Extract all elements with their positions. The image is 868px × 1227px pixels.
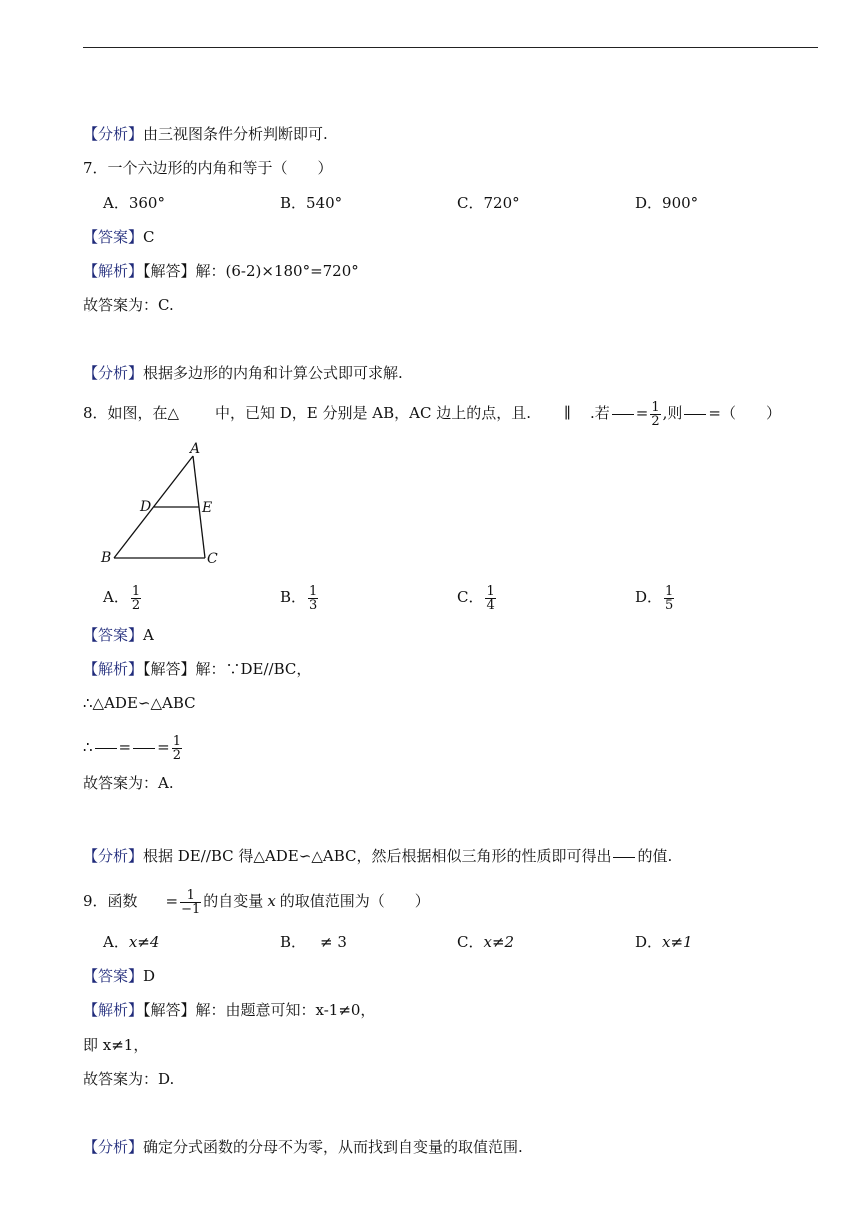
fraction: $\frac{1}{5}$ [665, 583, 674, 613]
q7-option-d: D．900° [635, 194, 699, 212]
q8-option-d: D． $\frac{1}{5}$ [635, 583, 674, 613]
q9-conclusion: 故答案为：D. [83, 1070, 175, 1088]
answer-tag: 【答案】 [83, 967, 144, 985]
q9-stem: 9．函数 = $\frac{1}{-1}$ 的自变量 x 的取值范围为（ ） [83, 887, 430, 917]
q9-analysis [83, 1137, 523, 1157]
fraction-one-half: $\frac{1}{2}$ [651, 399, 660, 429]
q9-option-b: B． ≠ 3 [280, 933, 347, 951]
q7-answer [83, 227, 155, 247]
jiexi-text: 【解答】解：(6-2)×180°=720° [143, 262, 359, 280]
analysis-tag: 【分析】 [83, 1138, 144, 1156]
q8-analysis [83, 846, 672, 866]
analysis-text: 由三视图条件分析判断即可. [143, 125, 328, 143]
q7-option-b: B．540° [280, 194, 343, 212]
label-d: D [140, 499, 152, 515]
q8-conclusion: 故答案为：A. [83, 774, 174, 792]
q8-parallel-sign: ∥ [564, 404, 571, 422]
q7-stem: 7．一个六边形的内角和等于（ ） [83, 159, 333, 177]
q9-jiexi [83, 1000, 375, 1020]
q9-step: 即 x≠1， [83, 1036, 149, 1054]
analysis-end: 的值. [637, 847, 673, 865]
jiexi-text: 【解答】解：∵DE//BC， [143, 660, 312, 678]
q8-step-similar: ∴△ADE∽△ABC [83, 694, 196, 712]
analysis-tag: 【分析】 [83, 125, 144, 143]
equals: = [635, 404, 649, 422]
fraction-function: $\frac{1}{-1}$ [181, 887, 201, 917]
q9-option-c: C．x≠2 [457, 933, 515, 951]
q8-stem-start: 8．如图，在△ [83, 404, 180, 422]
q8-stem-middle: 中，已知 D，E 分别是 AB，AC 边上的点，且. [215, 404, 531, 422]
analysis-tag: 【分析】 [83, 847, 144, 865]
blank-fraction [95, 748, 117, 749]
q8-ze: ,则 [662, 404, 683, 422]
label-e: E [202, 500, 213, 516]
blank-fraction [612, 414, 634, 415]
fraction-one-half: $\frac{1}{2}$ [172, 733, 181, 763]
answer-value: A [143, 626, 154, 644]
q7-option-c: C．720° [457, 194, 520, 212]
fraction: $\frac{1}{2}$ [131, 583, 141, 613]
triangle-figure [95, 438, 235, 570]
jiexi-text: 【解答】解：由题意可知：x-1≠0， [143, 1001, 376, 1019]
q7-option-a: A．360° [103, 194, 165, 212]
analysis-text: 确定分式函数的分母不为零，从而找到自变量的取值范围. [143, 1138, 523, 1156]
jiexi-tag: 【解析】 [83, 1001, 144, 1019]
analysis-text: 根据多边形的内角和计算公式即可求解. [143, 364, 403, 382]
fraction: $\frac{1}{4}$ [486, 583, 495, 613]
label-c: C [207, 551, 218, 567]
q8-ruo: .若 [590, 404, 610, 422]
answer-value: D [143, 967, 156, 985]
q8-stem-end: =（ ） [708, 404, 781, 422]
analysis-tag: 【分析】 [83, 364, 144, 382]
q8-step-ratio: ∴ = = $\frac{1}{2}$ [83, 733, 181, 763]
blank-fraction [133, 748, 155, 749]
q8-answer [83, 625, 154, 645]
analysis-text: 根据 DE//BC 得△ADE∽△ABC，然后根据相似三角形的性质即可得出 [143, 847, 612, 865]
q7-analysis [83, 363, 403, 383]
q9-option-d: D．x≠1 [635, 933, 693, 951]
q8-stem-ratio [590, 396, 781, 430]
q8-option-c: C． $\frac{1}{4}$ [457, 583, 495, 613]
answer-tag: 【答案】 [83, 228, 144, 246]
q9-answer [83, 966, 155, 986]
q8-jiexi [83, 659, 311, 679]
jiexi-tag: 【解析】 [83, 262, 144, 280]
header-rule [83, 47, 818, 48]
blank-fraction [613, 857, 635, 858]
fraction: $\frac{1}{3}$ [309, 583, 318, 613]
blank-fraction [684, 414, 706, 415]
label-a: A [190, 441, 201, 457]
answer-tag: 【答案】 [83, 626, 144, 644]
q8-option-a: A． $\frac{1}{2}$ [103, 583, 141, 613]
answer-value: C [143, 228, 155, 246]
label-b: B [101, 550, 112, 566]
q7-jiexi [83, 261, 359, 281]
q9-option-a: A．x≠4 [103, 933, 160, 951]
q7-conclusion: 故答案为：C. [83, 296, 174, 314]
q6-analysis [83, 124, 328, 144]
q8-option-b: B． $\frac{1}{3}$ [280, 583, 318, 613]
jiexi-tag: 【解析】 [83, 660, 144, 678]
